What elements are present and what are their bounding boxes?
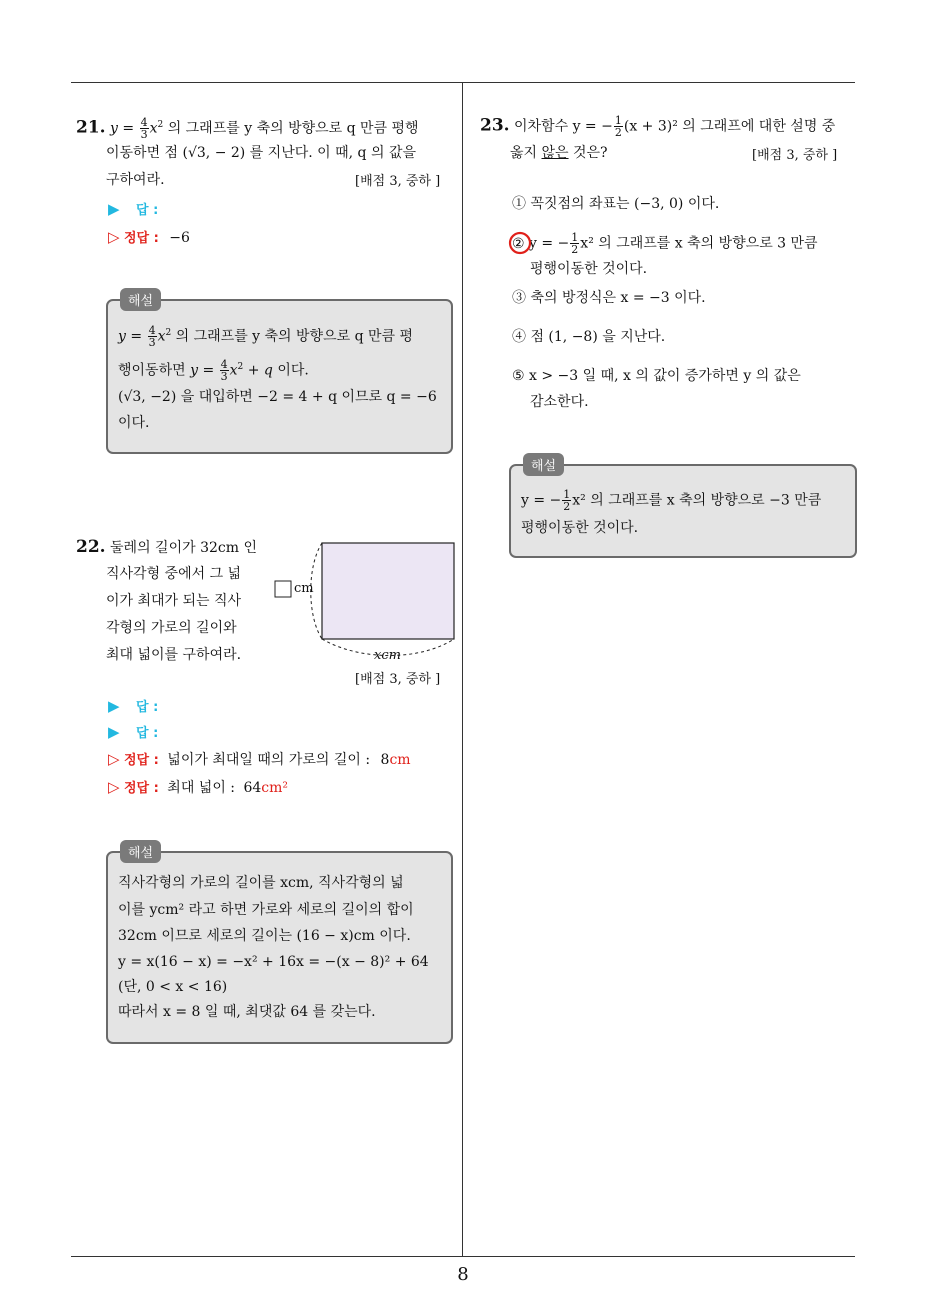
figure-bottom-label: xcm <box>374 648 401 663</box>
answer-label: 답 : <box>136 700 159 715</box>
correct-value: −6 <box>169 230 190 246</box>
correct-text: 최대 넓이 : <box>167 780 236 796</box>
selected-circle-mark <box>508 231 532 255</box>
answer-row <box>108 199 158 221</box>
question-number: 23. <box>480 115 510 136</box>
question-text: 이가 최대가 되는 직사 <box>106 593 242 609</box>
correct-text: 넓이가 최대일 때의 가로의 길이 : <box>167 752 371 768</box>
question-text: 옳지 <box>510 145 542 161</box>
solution-text: y = x(16 − x) = −x² + 16x = −(x − 8)² + 64 <box>118 954 429 970</box>
outline-triangle-icon: ▷ <box>108 750 120 768</box>
choice-text: x² 의 그래프를 x 축의 방향으로 3 만큼 <box>580 235 818 252</box>
solution-text: y = − <box>521 492 562 509</box>
play-triangle-icon: ▶ <box>108 200 120 218</box>
choice-4: ④ 점 (1, −8) 을 지난다. <box>512 329 666 345</box>
play-triangle-icon: ▶ <box>108 697 120 715</box>
correct-answer-row <box>108 749 411 771</box>
solution-tag: 해설 <box>523 453 564 476</box>
score-meta: [배점 3, 중하 ] <box>752 148 838 163</box>
correct-value: 8 <box>380 752 390 768</box>
choice-text: y = − <box>529 235 570 252</box>
solution-text: 이를 ycm² 라고 하면 가로와 세로의 길이의 합이 <box>118 902 414 918</box>
play-triangle-icon: ▶ <box>108 723 120 741</box>
solution-text: 직사각형의 가로의 길이를 xcm, 직사각형의 넓 <box>118 875 404 891</box>
question-text: 것은? <box>568 145 608 161</box>
fraction: $\frac{4}{3}$ <box>220 358 228 384</box>
solution-text: 의 그래프를 y 축의 방향으로 q 만큼 평 <box>175 328 414 345</box>
fraction: $\frac{4}{3}$ <box>140 116 148 142</box>
choice-1: ① 꼭짓점의 좌표는 (−3, 0) 이다. <box>512 196 720 212</box>
choice-5-continued: 감소한다. <box>530 394 589 410</box>
question-text: 최대 넓이를 구하여라. <box>106 647 242 663</box>
outline-triangle-icon: ▷ <box>108 228 120 246</box>
blank-box <box>275 581 291 597</box>
solution-text: 평행이동한 것이다. <box>521 520 639 536</box>
figure-side-label: cm <box>294 581 314 596</box>
choice-2-continued: 평행이동한 것이다. <box>530 261 648 277</box>
question-text: 구하여라. <box>106 172 165 188</box>
score-meta: [배점 3, 중하 ] <box>355 174 441 189</box>
correct-answer-row <box>108 777 288 799</box>
solution-text: (단, 0 < x < 16) <box>118 979 228 995</box>
solution-text: 행이동하면 <box>118 362 186 379</box>
rectangle-shape <box>322 543 454 639</box>
question-number: 21. <box>76 117 106 138</box>
answer-row <box>108 722 158 744</box>
bottom-rule <box>71 1256 855 1257</box>
choice-2 <box>512 232 818 255</box>
outline-triangle-icon: ▷ <box>108 778 120 796</box>
fraction: $\frac{1}{2}$ <box>571 231 579 256</box>
choice-5: ⑤ x > −3 일 때, x 의 값이 증가하면 y 의 값은 <box>512 368 801 384</box>
solution-box: 해설 y = $\frac{4}{3}$ $x^2$ 의 그래프를 y 축의 방향으로 q 만큼 평 행이동하면 y = $\frac{4}{3}$ $x^2 + q$ 이다. (√3, −2) 을 대입하면 −2 = 4 + q 이므로 q = −6 이다. <box>106 299 453 454</box>
solution-text: 따라서 x = 8 일 때, 최댓값 64 를 갖는다. <box>118 1004 376 1020</box>
correct-label: 정답 : <box>124 231 159 246</box>
solution-text: 이다. <box>118 415 150 431</box>
answer-label: 답 : <box>136 726 159 741</box>
question-text: 둘레의 길이가 32cm 인 <box>110 540 257 556</box>
question-text: 이동하면 점 (√3, − 2) 를 지난다. 이 때, q 의 값을 <box>106 145 416 161</box>
solution-text: 이다. <box>277 362 309 379</box>
top-rule <box>71 82 855 83</box>
rectangle-figure <box>270 536 462 666</box>
answer-label: 답 : <box>136 203 159 218</box>
question-text: 각형의 가로의 길이와 <box>106 620 237 636</box>
fraction: $\frac{4}{3}$ <box>148 324 156 350</box>
question-text: 의 그래프를 y 축의 방향으로 q 만큼 평행 <box>167 120 419 137</box>
fraction: $\frac{1}{2}$ <box>614 114 622 139</box>
correct-label: 정답 : <box>124 753 159 768</box>
score-meta: [배점 3, 중하 ] <box>355 672 441 687</box>
emphasis-text: 않은 <box>541 145 569 161</box>
solution-text: 32cm 이므로 세로의 길이는 (16 − x)cm 이다. <box>118 928 411 944</box>
fraction: $\frac{1}{2}$ <box>563 488 571 513</box>
solution-box <box>106 846 453 1044</box>
correct-unit: cm <box>389 752 411 768</box>
solution-tag: 해설 <box>120 288 161 311</box>
solution-text: x² 의 그래프를 x 축의 방향으로 −3 만큼 <box>572 492 822 509</box>
correct-answer-row <box>108 227 190 249</box>
correct-unit: cm² <box>261 780 289 796</box>
solution-box <box>509 459 857 558</box>
solution-tag: 해설 <box>120 840 161 863</box>
page-number: 8 <box>457 1264 469 1285</box>
correct-label: 정답 : <box>124 781 159 796</box>
question-text: (x + 3)² 의 그래프에 대한 설명 중 <box>623 118 836 135</box>
question-number: 22. <box>76 537 106 557</box>
correct-value: 64 <box>243 780 262 796</box>
choice-3: ③ 축의 방정식은 x = −3 이다. <box>512 290 706 306</box>
answer-row <box>108 696 158 718</box>
solution-text: (√3, −2) 을 대입하면 −2 = 4 + q 이므로 q = −6 <box>118 389 437 405</box>
column-divider <box>462 82 463 1257</box>
question-text: 이차함수 y = − <box>514 118 613 135</box>
question-text: 직사각형 중에서 그 넓 <box>106 566 242 582</box>
choice-mark: ② <box>512 235 525 252</box>
